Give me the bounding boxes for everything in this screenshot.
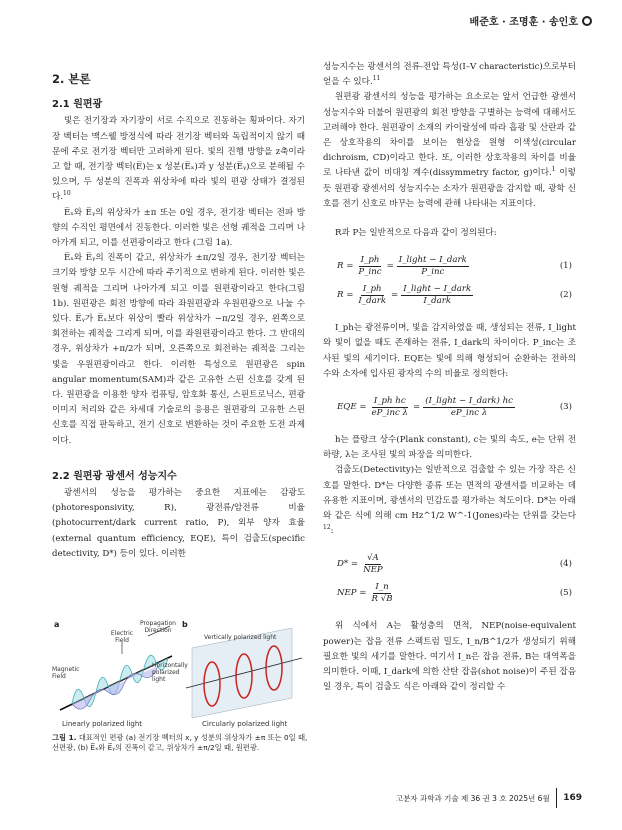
paragraph <box>323 60 576 90</box>
circular-wave <box>186 628 302 718</box>
paragraph-text: 성능지수는 광센서의 전류-전압 특성(I–V characteristic)으로부터 얻을 수 있다. <box>323 62 576 88</box>
panel-label-b: b <box>182 620 188 629</box>
equation-3: EQE = $\frac{\text{I\_ph hc}}{\text{eP\_inc λ}}$ = $\frac{\text{(I\_light − I\_dark) hc}}{\text{eP\_inc λ}}$ (3) <box>337 396 572 419</box>
subsection-title-2-2: 2.2 원편광 광센서 성능지수 <box>52 470 177 482</box>
right-column <box>323 60 576 695</box>
eq-numerator: I_n <box>375 582 389 593</box>
paragraph: R과 P는 일반적으로 다음과 같이 정의된다: <box>335 228 497 239</box>
paragraph-text: 원편광 광센서의 성능을 평가하는 요소로는 앞서 언급한 광센서 성능지수와 더불어 원편광의 회전 방향을 구별하는 능력에 대해서도 고려해야 한다. 원편광이 소재의 카이랄성에 따라 흡광 및 산란과 같은 상호작용의 차이를 보이는 현상을 원형 이색성(circular dichroism, CD)이라고 한다. 또, 이러한 상호작용의 차이를 비율로 나타낸 값이 비대칭 계수(dissymmetry factor, g)이다. <box>323 92 576 179</box>
eq-denominator: P_inc <box>421 267 445 278</box>
label-electric-field: Electric Field <box>110 630 134 644</box>
eq-denominator: R √B <box>371 594 393 605</box>
paragraph-text: 검출도(Detectivity)는 일반적으로 검출할 수 있는 가장 작은 신호를 말한다. D*는 다양한 종류 또는 면적의 광센서를 비교하는 데 유용한 지표이며, 광센서의 민감도를 평가하는 척도이다. D*는 아래와 같은 식에 의해 cm Hz^1/2 W^-1(Jones)라는 단위를 갖는다 <box>323 465 576 522</box>
paragraph: I_ph는 광전류이며, 빛을 감지하였을 때, 생성되는 전류, I_light와 빛이 없을 때도 존재하는 전류, I_dark의 차이이다. P_inc는 조사된 빛의 세기이다. EQE는 빛에 의해 형성되어 순환하는 전하의 수와 소자에 입사된 광자의 수의 비율로 정의한다: <box>323 323 576 379</box>
equation-number: (2) <box>559 290 572 301</box>
figure-1 <box>52 618 310 730</box>
label-propagation: Propagation Direction <box>140 620 176 634</box>
eq-numerator: I_ph <box>360 255 380 266</box>
eq-lhs: D* = <box>337 559 359 570</box>
paragraph-text: 이렇듯 원편광 광센서의 성능지수는 소자가 원편광을 감지할 때, 광학 신호를 전기 신호로 바꾸는 능력에 관해 나타내는 지표이다. <box>323 168 576 209</box>
eq-lhs: R = <box>337 261 354 272</box>
page-footer <box>396 788 582 808</box>
paragraph <box>52 114 305 205</box>
eq-lhs: EQE = <box>337 401 367 412</box>
equation-number: (1) <box>559 261 572 272</box>
eq-numerator: I_light − I_dark <box>398 255 467 266</box>
citation: 12 <box>323 524 331 532</box>
caption-linear: Linearly polarized light <box>62 720 143 728</box>
caption-label: 그림 1. <box>52 733 77 742</box>
journal-info: 고분자 과학과 기술 제 36 권 3 호 2025년 6월 <box>395 793 550 803</box>
paragraph: 광센서의 성능을 평가하는 중요한 지표에는 감광도(photoresponsivity, R), 광전류/암전류 비율(photocurrent/dark current ratio, P), 외부 양자 효율(external quantum efficiency, EQE), 특이 검출도(specific detectivity, D*) 등이 있다. 이러한 <box>52 488 305 559</box>
citation: 11 <box>372 75 381 83</box>
section-title: 2. 본론 <box>52 72 91 86</box>
eq-denominator: eP_inc λ <box>371 408 408 419</box>
equation-1: R = $\frac{I\_ph}{\text{P\_inc}}$ = $\frac{\text{I\_light − I\_dark}}{\text{P\_inc}}$ (1) <box>337 255 572 278</box>
eq-lhs: R = <box>337 290 354 301</box>
eq-numerator: I_ph <box>362 284 382 295</box>
eq-numerator: √A <box>367 553 379 564</box>
page-number: 169 <box>563 793 582 803</box>
eq-numerator: I_light − I_dark <box>403 284 472 295</box>
paragraph: E̅ₓ와 E̅ᵧ의 위상차가 ±π 또는 0일 경우, 전기장 벡터는 전파 방향의 수직인 평면에서 진동한다. 이러한 빛은 선형 궤적을 그리며 나아가게 되고, 이를 선편광이라고 한다 (그림 1a). <box>52 207 305 249</box>
citation: 1 <box>551 166 556 174</box>
equation-2: R = $\frac{I\_ph}{\text{I\_dark}}$ = $\frac{\text{I\_light − I\_dark}}{\text{I\_dark}}$ (2) <box>337 284 572 307</box>
paragraph: 검출도(Detectivity)는 일반적으로 검출할 수 있는 가장 작은 신호를 말한다. D*는 다양한 종류 또는 면적의 광센서를 비교하는 데 유용한 지표이며, 광센서의 민감도를 평가하는 척도이다. D*는 아래와 같은 식에 의해 cm Hz^1/2 W^-1(Jones)라는 단위를 갖는다$^{12}$: <box>323 465 576 537</box>
equation-number: (5) <box>559 588 572 599</box>
equation-4 <box>323 553 576 576</box>
divider <box>556 788 558 808</box>
paragraph: 위 식에서 A는 활성층의 면적, NEP(noise-equivalent power)는 잡음 전류 스펙트럼 밀도, I_n/B^1/2가 생성되기 위해 필요한 빛의 세기를 말한다. 여기서 I_n은 잡음 전류, B는 대역폭을 의미한다. 이때, I_dark에 의한 산탄 잡음(shot noise)이 주된 잡음일 경우, 특이 검출도 식은 아래와 같이 정리할 수 <box>323 621 576 693</box>
paragraph: h는 플랑크 상수(Plank constant), c는 빛의 속도, e는 단위 전하량, λ는 조사된 빛의 파장을 의미한다. <box>323 435 576 461</box>
eq-denominator: I_dark <box>423 296 452 307</box>
eq-denominator: NEP <box>363 565 383 576</box>
eq-numerator: I_ph hc <box>373 396 406 407</box>
left-column <box>52 60 305 562</box>
magnetic-field-wave <box>72 666 158 709</box>
label-vertical: Vertically polarized light <box>204 634 277 641</box>
label-magnetic-field: Magnetic Field <box>52 666 80 680</box>
authors: 배준호 · 조명훈 · 송인호 <box>469 17 578 28</box>
eq-denominator: eP_inc λ <box>450 408 488 419</box>
running-header <box>470 13 592 28</box>
equation-number: (3) <box>559 401 572 412</box>
eq-lhs: NEP = <box>337 588 367 599</box>
panel-label-a: a <box>54 620 60 629</box>
label-horizontal: Horizontally polarized light <box>152 662 188 683</box>
subsection-title-2-1: 2.1 원편광 <box>52 99 103 111</box>
paragraph: E̅ₓ와 E̅ᵧ의 진폭이 같고, 위상차가 ±π/2일 경우, 전기장 벡터는 크기와 방향 모두 시간에 따라 주기적으로 변하게 된다. 이러한 빛은 원형 궤적을 그리며 나아가게 되고 이를 원편광이라고 한다(그림 1b). 원편광은 회전 방향에 따라 좌원편광과 우원편광으로 나눌 수 있다. E̅ᵧ가 E̅ₓ보다 위상이 빨라 위상차가 −π/2일 경우, 왼쪽으로 회전하는 궤적을 그리게 되며, 이를 좌원편광이라고 한다. 그 반대의 경우, 위상차가 +π/2가 되며, 오른쪽으로 회전하는 궤적을 그리는 빛을 우원편광이라고 한다. 이러한 특성으로 원편광은 spin angular momentum(SAM)과 같은 고유한 스핀 신호를 갖게 된다. 원편광을 이용한 양자 컴퓨팅, 암호화 통신, 스핀트로닉스, 편광 이미지 처리와 같은 차세대 기술로의 응용은 원편광의 고유한 스핀 신호를 직접 판독하고, 전기 신호로 변환하는 것이 주요한 도전 과제이다. <box>52 253 305 446</box>
caption-text: 대표적인 편광 (a) 전기장 벡터의 x, y 성분의 위상차가 ±π 또는 0일 때, 선편광, (b) E̅ₓ와 E̅ᵧ의 진폭이 같고, 위상차가 ±π/2일 때, 원편광. <box>52 733 308 752</box>
eq-denominator: I_dark <box>358 296 387 307</box>
equation-number: (4) <box>559 559 572 570</box>
equation-5 <box>323 582 576 605</box>
ring-icon <box>582 16 592 26</box>
caption-circular: Circularly polarized light <box>202 720 288 728</box>
eq-denominator: P_inc <box>358 267 382 278</box>
figure-caption <box>52 733 310 753</box>
paragraph-text: 빛은 전기장과 자기장이 서로 수직으로 진동하는 횡파이다. 자기장 벡터는 맥스웰 방정식에 따라 전기장 벡터와 독립적이지 않기 때문에 주로 전기장 벡터만 고려하게 된다. 빛의 진행 방향을 z축이라고 할 때, 전기장 벡터(E̅)는 x 성분(E̅ₓ)과 y 성분(E̅ᵧ)으로 분해될 수 있으며, 두 성분의 진폭과 위상차에 따라 빛의 편광 상태가 결정된다. <box>52 116 305 203</box>
paragraph <box>323 90 576 212</box>
eq-numerator: (I_light − I_dark) hc <box>425 396 513 407</box>
citation: 10 <box>63 190 71 198</box>
